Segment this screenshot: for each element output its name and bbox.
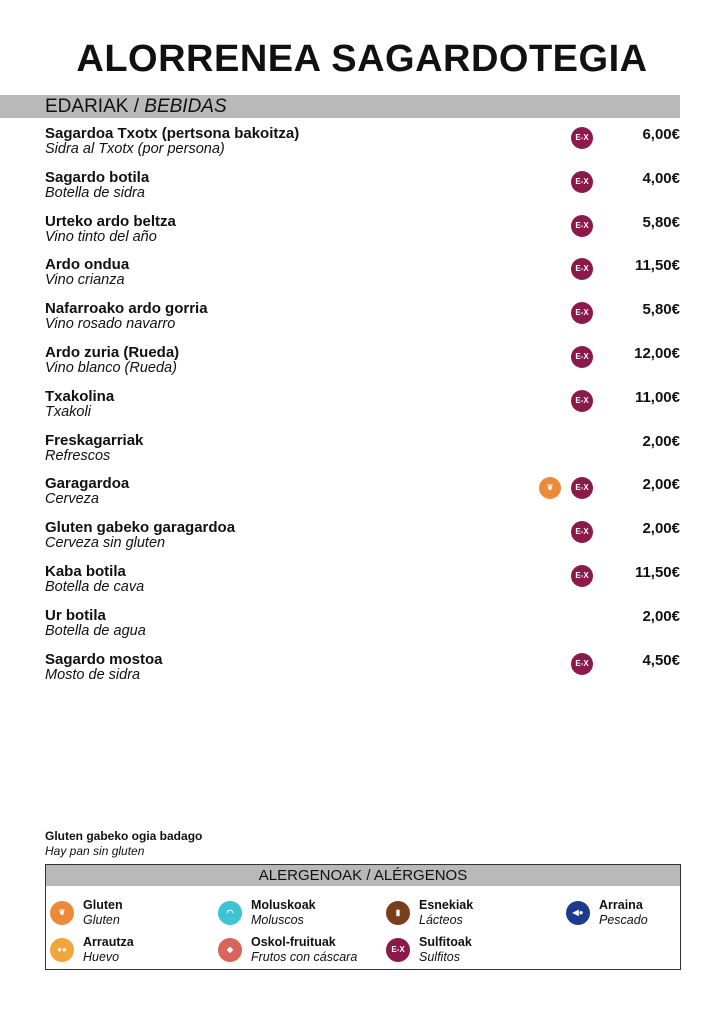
item-price: 12,00€	[634, 345, 680, 362]
item-subtitle: Vino rosado navarro	[45, 316, 176, 333]
legend-label-es: Huevo	[83, 950, 120, 964]
item-name: Kaba botila	[45, 563, 126, 580]
legend-item	[50, 933, 210, 967]
sulfites-icon: E-X	[386, 938, 410, 962]
legend-item	[386, 933, 546, 967]
item-name: Freskagarriak	[45, 431, 144, 449]
item-name: Gluten gabeko garagardoa	[45, 519, 236, 537]
item-price: 5,80€	[642, 213, 680, 231]
item-name: Ur botila	[45, 606, 106, 624]
menu-item	[45, 214, 680, 254]
item-price: 11,50€	[634, 257, 680, 275]
menu-item	[45, 652, 680, 692]
menu-item	[45, 433, 680, 473]
wheat-icon: ❦	[50, 901, 74, 925]
item-subtitle: Sidra al Txotx (por persona)	[45, 141, 225, 157]
menu-item	[45, 170, 680, 210]
legend-label-eu: Moluskoak	[251, 898, 316, 912]
note-eu: Gluten gabeko ogia badago	[45, 829, 203, 843]
section-title-es: BEBIDAS	[144, 96, 227, 117]
item-subtitle: Cerveza sin gluten	[45, 535, 166, 552]
sulfites-icon: E-X	[571, 215, 593, 237]
menu-item	[45, 389, 680, 429]
sulfites-icon: E-X	[571, 302, 593, 324]
legend-label-es: Gluten	[83, 913, 120, 927]
item-subtitle: Botella de sidra	[45, 184, 145, 201]
legend-label-es: Frutos con cáscara	[251, 950, 358, 964]
sulfites-icon: E-X	[571, 390, 593, 412]
item-subtitle: Mosto de sidra	[45, 666, 141, 683]
item-price: 5,80€	[642, 301, 680, 319]
fish-icon: ◀●	[566, 901, 590, 925]
menu-item	[45, 301, 680, 341]
sulfites-icon: E-X	[571, 171, 593, 193]
item-subtitle: Botella de cava	[45, 579, 145, 595]
item-subtitle: Cerveza	[45, 491, 99, 508]
item-name: Sagardoa Txotx (pertsona bakoitza)	[45, 125, 300, 142]
item-name: Txakolina	[45, 387, 115, 405]
item-price: 2,00€	[642, 607, 680, 625]
legend-item	[218, 896, 378, 930]
legend-label-es: Lácteos	[419, 913, 463, 927]
item-price: 11,00€	[634, 388, 680, 406]
legend-item	[566, 896, 724, 930]
menu-item	[45, 564, 680, 604]
item-name: Sagardo botila	[45, 168, 150, 186]
note-es: Hay pan sin gluten	[45, 844, 145, 858]
sulfites-icon: E-X	[571, 477, 593, 499]
section-title-eu: EDARIAK /	[45, 96, 139, 117]
item-price: 11,50€	[634, 564, 680, 581]
menu-item	[45, 126, 680, 166]
menu-item	[45, 257, 680, 297]
legend-item	[386, 896, 546, 930]
page-title: ALORRENEA SAGARDOTEGIA	[76, 38, 648, 80]
sulfites-icon: E-X	[571, 346, 593, 368]
sulfites-icon: E-X	[571, 258, 593, 280]
item-price: 4,50€	[642, 651, 680, 669]
allergen-legend	[45, 864, 681, 970]
legend-label-es: Pescado	[599, 913, 648, 927]
jug-icon: ▮	[386, 901, 410, 925]
item-subtitle: Vino tinto del año	[45, 228, 157, 245]
legend-label-eu: Oskol-fruituak	[251, 935, 336, 949]
item-name: Sagardo mostoa	[45, 650, 163, 668]
wheat-icon: ❦	[539, 477, 561, 499]
egg-icon: ●●	[50, 938, 74, 962]
gluten-free-note	[45, 829, 202, 859]
item-price: 4,00€	[642, 169, 680, 187]
legend-item	[218, 933, 378, 967]
nut-icon: ◆	[218, 938, 242, 962]
legend-label-es: Sulfitos	[419, 950, 460, 964]
item-price: 6,00€	[642, 126, 680, 143]
item-price: 2,00€	[642, 476, 680, 494]
item-name: Ardo zuria (Rueda)	[45, 344, 180, 361]
legend-label-eu: Sulfitoak	[419, 935, 472, 949]
sulfites-icon: E-X	[571, 127, 593, 149]
item-subtitle: Txakoli	[45, 403, 91, 420]
legend-title: ALERGENOAK / ALÉRGENOS	[46, 865, 680, 886]
legend-label-eu: Arrautza	[83, 935, 134, 949]
legend-item	[50, 896, 210, 930]
section-header	[0, 95, 680, 118]
item-name: Nafarroako ardo gorria	[45, 300, 208, 318]
menu-item	[45, 345, 680, 385]
item-name: Urteko ardo beltza	[45, 212, 176, 230]
item-subtitle: Refrescos	[45, 447, 111, 464]
sulfites-icon: E-X	[571, 565, 593, 587]
legend-label-es: Moluscos	[251, 913, 304, 927]
legend-label-eu: Esnekiak	[419, 898, 474, 912]
item-subtitle: Vino blanco (Rueda)	[45, 360, 177, 376]
item-subtitle: Botella de agua	[45, 622, 146, 639]
menu-item	[45, 608, 680, 648]
item-name: Ardo ondua	[45, 256, 130, 274]
legend-label-eu: Gluten	[83, 898, 123, 912]
item-subtitle: Vino crianza	[45, 272, 125, 289]
item-price: 2,00€	[642, 432, 680, 450]
sulfites-icon: E-X	[571, 653, 593, 675]
shell-icon: ◠	[218, 901, 242, 925]
menu-item	[45, 520, 680, 560]
item-price: 2,00€	[642, 520, 680, 538]
item-name: Garagardoa	[45, 475, 130, 493]
menu-item	[45, 476, 680, 516]
legend-label-eu: Arraina	[599, 898, 643, 912]
sulfites-icon: E-X	[571, 521, 593, 543]
